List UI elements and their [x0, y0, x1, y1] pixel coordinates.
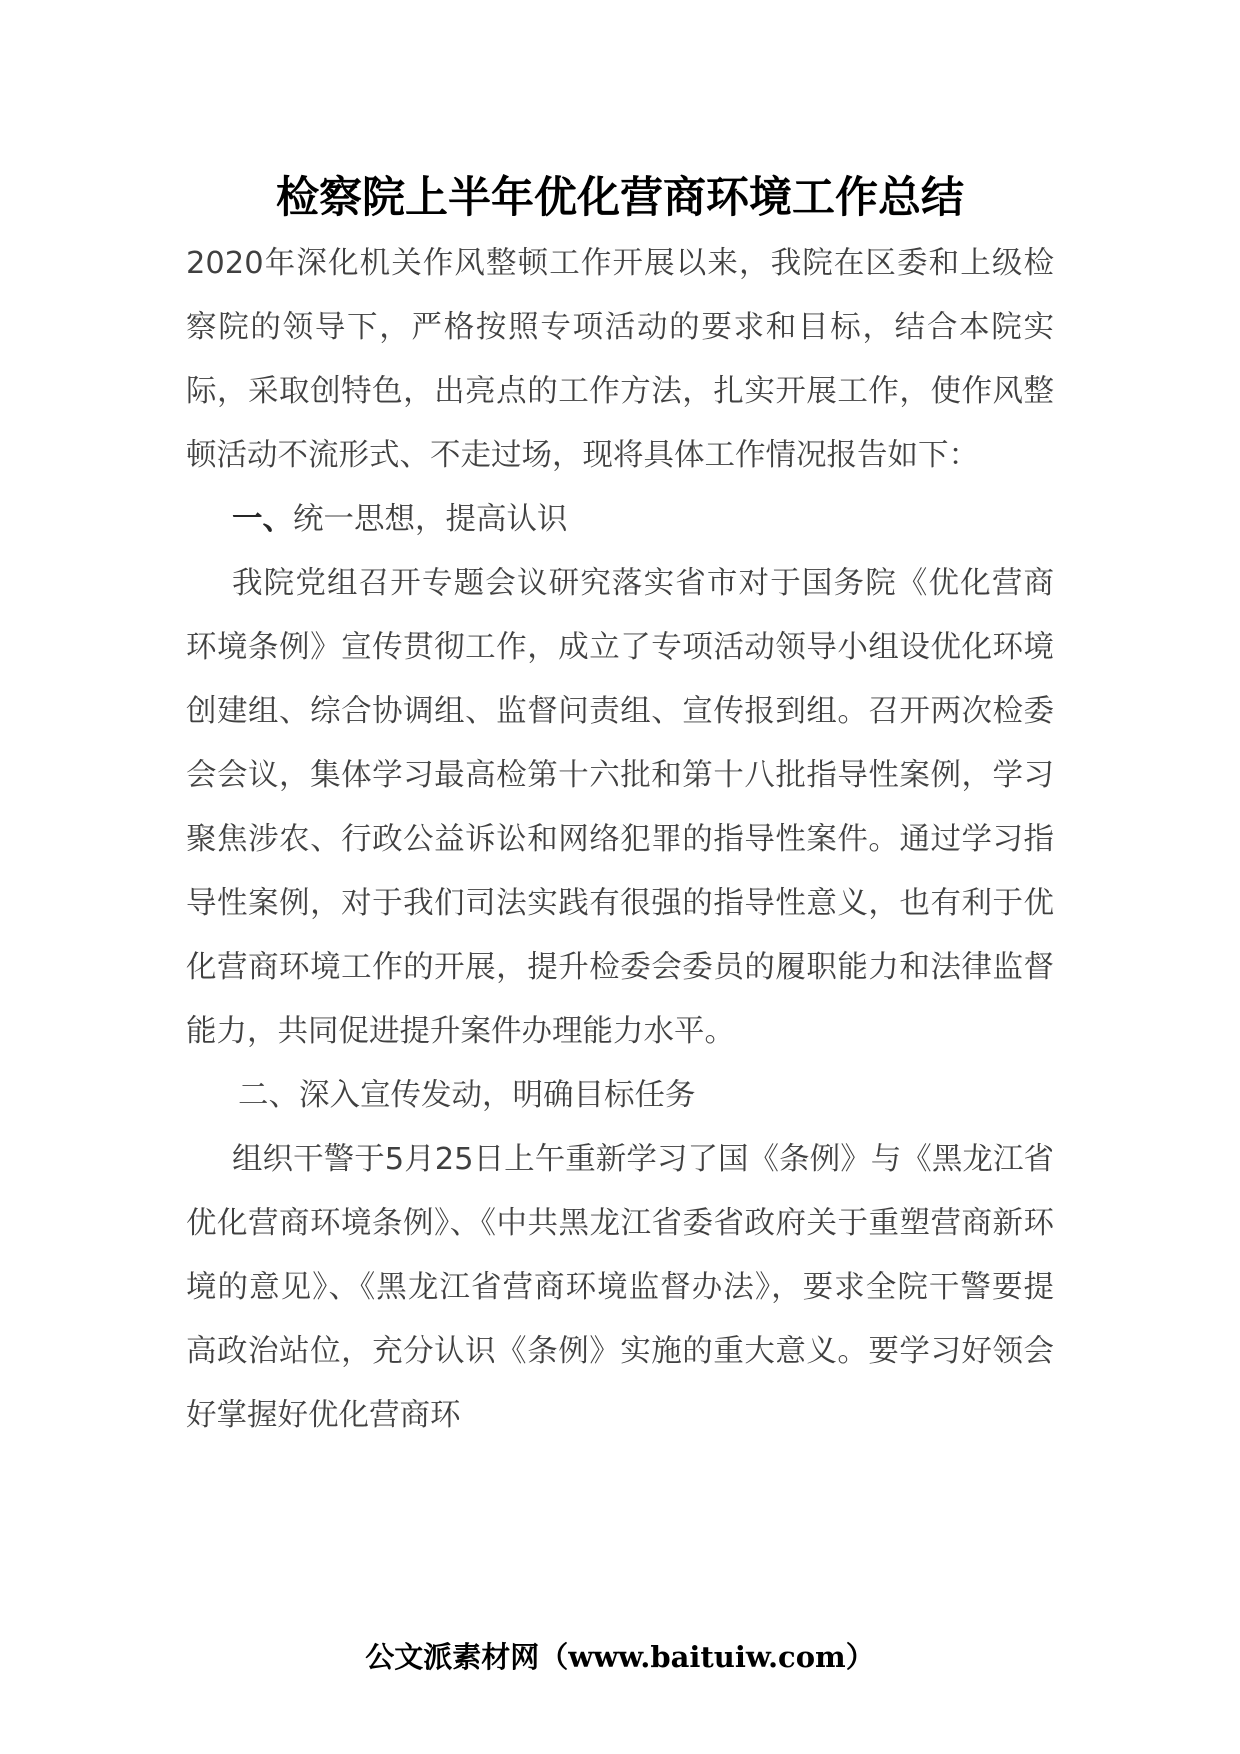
section-1-paragraph: 我院党组召开专题会议研究落实省市对于国务院《优化营商环境条例》宣传贯彻工作，成立了专项活动领导小组设优化环境创建组、综合协调组、监督问责组、宣传报到组。召开两次检委会会议，集体学习最高检第十六批和第十八批指导性案例，学习聚焦涉农、行政公益诉讼和网络犯罪的指导性案件。通过学习指导性案例，对于我们司法实践有很强的指导性意义，也有利于优化营商环境工作的开展，提升检委会委员的履职能力和法律监督能力，共同促进提升案件办理能力水平。 [186, 566, 1054, 1049]
intro-paragraph: 2020年深化机关作风整顿工作开展以来，我院在区委和上级检察院的领导下，严格按照专项活动的要求和目标，结合本院实际，采取创特色，出亮点的工作方法，扎实开展工作，使作风整顿活动不流形式、不走过场，现将具体工作情况报告如下： [186, 246, 1054, 473]
section-1-heading [186, 488, 1054, 552]
document-title: 检察院上半年优化营商环境工作总结 [276, 173, 964, 223]
watermark-footer: 公文派素材网（www.baituiw.com） [365, 1640, 875, 1674]
document-body [186, 232, 1054, 1448]
section-1-number: 一、 [232, 502, 293, 537]
section-2-heading: 二、深入宣传发动，明确目标任务 [238, 1078, 696, 1113]
section-2-paragraph: 组织干警于5月25日上午重新学习了国《条例》与《黑龙江省优化营商环境条例》、《中共黑龙江省委省政府关于重塑营商新环境的意见》、《黑龙江省营商环境监督办法》，要求全院干警要提高政治站位，充分认识《条例》实施的重大意义。要学习好领会好掌握好优化营商环 [186, 1142, 1054, 1433]
section-1-title: 统一思想，提高认识 [293, 502, 568, 537]
